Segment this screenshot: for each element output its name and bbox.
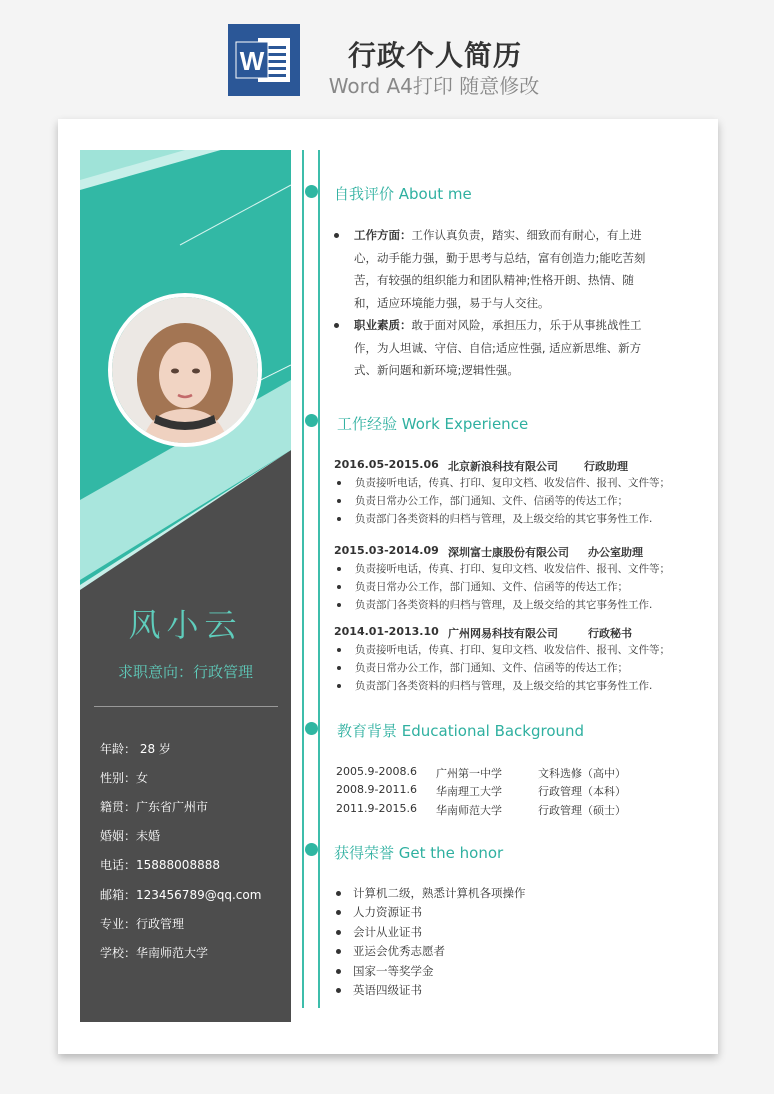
job-company: 北京新浪科技有限公司 (448, 460, 558, 473)
bullet (336, 988, 341, 993)
info-marital: 婚姻：未婚 (100, 829, 161, 843)
job-company: 深圳富士康股份有限公司 (448, 546, 569, 559)
section-title-about: 自我评价 About me (334, 185, 472, 203)
job-role: 行政助理 (584, 460, 628, 473)
bullet (336, 949, 341, 954)
job-duty: 负责接听电话，传真、打印、复印文档、收发信件、报刊、文件等； (355, 477, 670, 489)
job-duty: 负责部门各类资料的归档与管理，及上级交给的其它事务性工作. (355, 599, 653, 611)
section-title-work: 工作经验 Work Experience (337, 415, 529, 433)
bullet (336, 891, 341, 896)
bullet (337, 517, 341, 521)
info-phone: 电话：15888008888 (100, 858, 220, 872)
honor-item: 英语四级证书 (353, 983, 422, 997)
info-email: 邮箱：123456789@qq.com (100, 888, 262, 902)
info-school: 学校：华南师范大学 (100, 946, 209, 960)
section-dot (305, 843, 318, 856)
honor-item: 人力资源证书 (353, 905, 422, 919)
job-duty: 负责接听电话，传真、打印、复印文档、收发信件、报刊、文件等； (355, 644, 670, 656)
bullet (337, 684, 341, 688)
bullet (334, 323, 339, 328)
edu-period: 2008.9-2011.6 (336, 783, 417, 796)
job-duty: 负责部门各类资料的归档与管理，及上级交给的其它事务性工作. (355, 513, 653, 525)
self-eval-quality (354, 314, 654, 382)
bullet (336, 910, 341, 915)
self-eval-quality-text: 敢于面对风险，承担压力，乐于从事挑战性工作，为人坦诚、守信、自信;适应性强, 适应新思维、新方式、新问题和新环境;逻辑性强。 (354, 318, 642, 377)
job-duty: 负责日常办公工作，部门通知、文件、信函等的传达工作； (355, 662, 628, 674)
section-dot (305, 185, 318, 198)
honor-item: 国家一等奖学金 (353, 964, 434, 978)
word-logo-icon (228, 24, 300, 96)
bullet (334, 233, 339, 238)
section-dot (305, 414, 318, 427)
job-duty: 负责部门各类资料的归档与管理，及上级交给的其它事务性工作. (355, 680, 653, 692)
edu-major: 行政管理（本科） (538, 785, 626, 798)
section-title-education: 教育背景 Educational Background (337, 722, 585, 740)
self-eval-work (354, 224, 654, 314)
bullet (337, 499, 341, 503)
self-eval-work-label: 工作方面： (354, 228, 412, 242)
job-duty: 负责日常办公工作，部门通知、文件、信函等的传达工作； (355, 581, 628, 593)
job-period: 2016.05-2015.06 (334, 458, 439, 471)
bullet (337, 666, 341, 670)
job-period: 2014.01-2013.10 (334, 625, 439, 638)
bullet (337, 481, 341, 485)
page-title: 行政个人简历 (347, 39, 522, 72)
candidate-name: 风小云 (128, 606, 243, 644)
edu-school: 华南师范大学 (436, 804, 502, 817)
timeline-line-inner (318, 150, 320, 1008)
bullet (336, 969, 341, 974)
info-hometown: 籍贯：广东省广州市 (100, 800, 209, 814)
bullet (337, 567, 341, 571)
info-gender: 性别：女 (100, 771, 149, 785)
self-eval-work-text: 工作认真负责，踏实、细致而有耐心，有上进心，动手能力强，勤于思考与总结，富有创造力;能吃苦刻苦，有较强的组织能力和团队精神;性格开朗、热情、随和，适应环境能力强，易于与人交往。 (354, 228, 646, 310)
edu-period: 2011.9-2015.6 (336, 802, 417, 815)
job-period: 2015.03-2014.09 (334, 544, 439, 557)
honor-item: 计算机二级，熟悉计算机各项操作 (353, 886, 526, 900)
timeline-line (302, 150, 304, 1008)
job-role: 行政秘书 (588, 627, 632, 640)
edu-major: 行政管理（硕士） (538, 804, 626, 817)
honor-item: 会计从业证书 (353, 925, 422, 939)
page-subtitle: Word A4打印 随意修改 (328, 74, 540, 98)
job-objective: 求职意向：行政管理 (117, 663, 253, 681)
job-role: 办公室助理 (588, 546, 643, 559)
bullet (337, 648, 341, 652)
bullet (336, 930, 341, 935)
avatar (108, 293, 262, 447)
edu-school: 广州第一中学 (436, 767, 502, 780)
sidebar-divider (94, 706, 278, 707)
job-duty: 负责接听电话，传真、打印、复印文档、收发信件、报刊、文件等； (355, 563, 670, 575)
bullet (337, 585, 341, 589)
honor-item: 亚运会优秀志愿者 (353, 944, 445, 958)
info-major: 专业：行政管理 (100, 917, 185, 931)
bullet (337, 603, 341, 607)
edu-period: 2005.9-2008.6 (336, 765, 417, 778)
job-duty: 负责日常办公工作，部门通知、文件、信函等的传达工作； (355, 495, 628, 507)
edu-major: 文科选修（高中） (538, 767, 626, 780)
section-title-honors: 获得荣誉 Get the honor (334, 844, 504, 862)
word-logo-letter: W (239, 46, 265, 76)
section-dot (305, 722, 318, 735)
info-age: 年龄： 28 岁 (100, 742, 171, 756)
edu-school: 华南理工大学 (436, 785, 502, 798)
self-eval-quality-label: 职业素质： (354, 318, 412, 332)
job-company: 广州网易科技有限公司 (448, 627, 558, 640)
